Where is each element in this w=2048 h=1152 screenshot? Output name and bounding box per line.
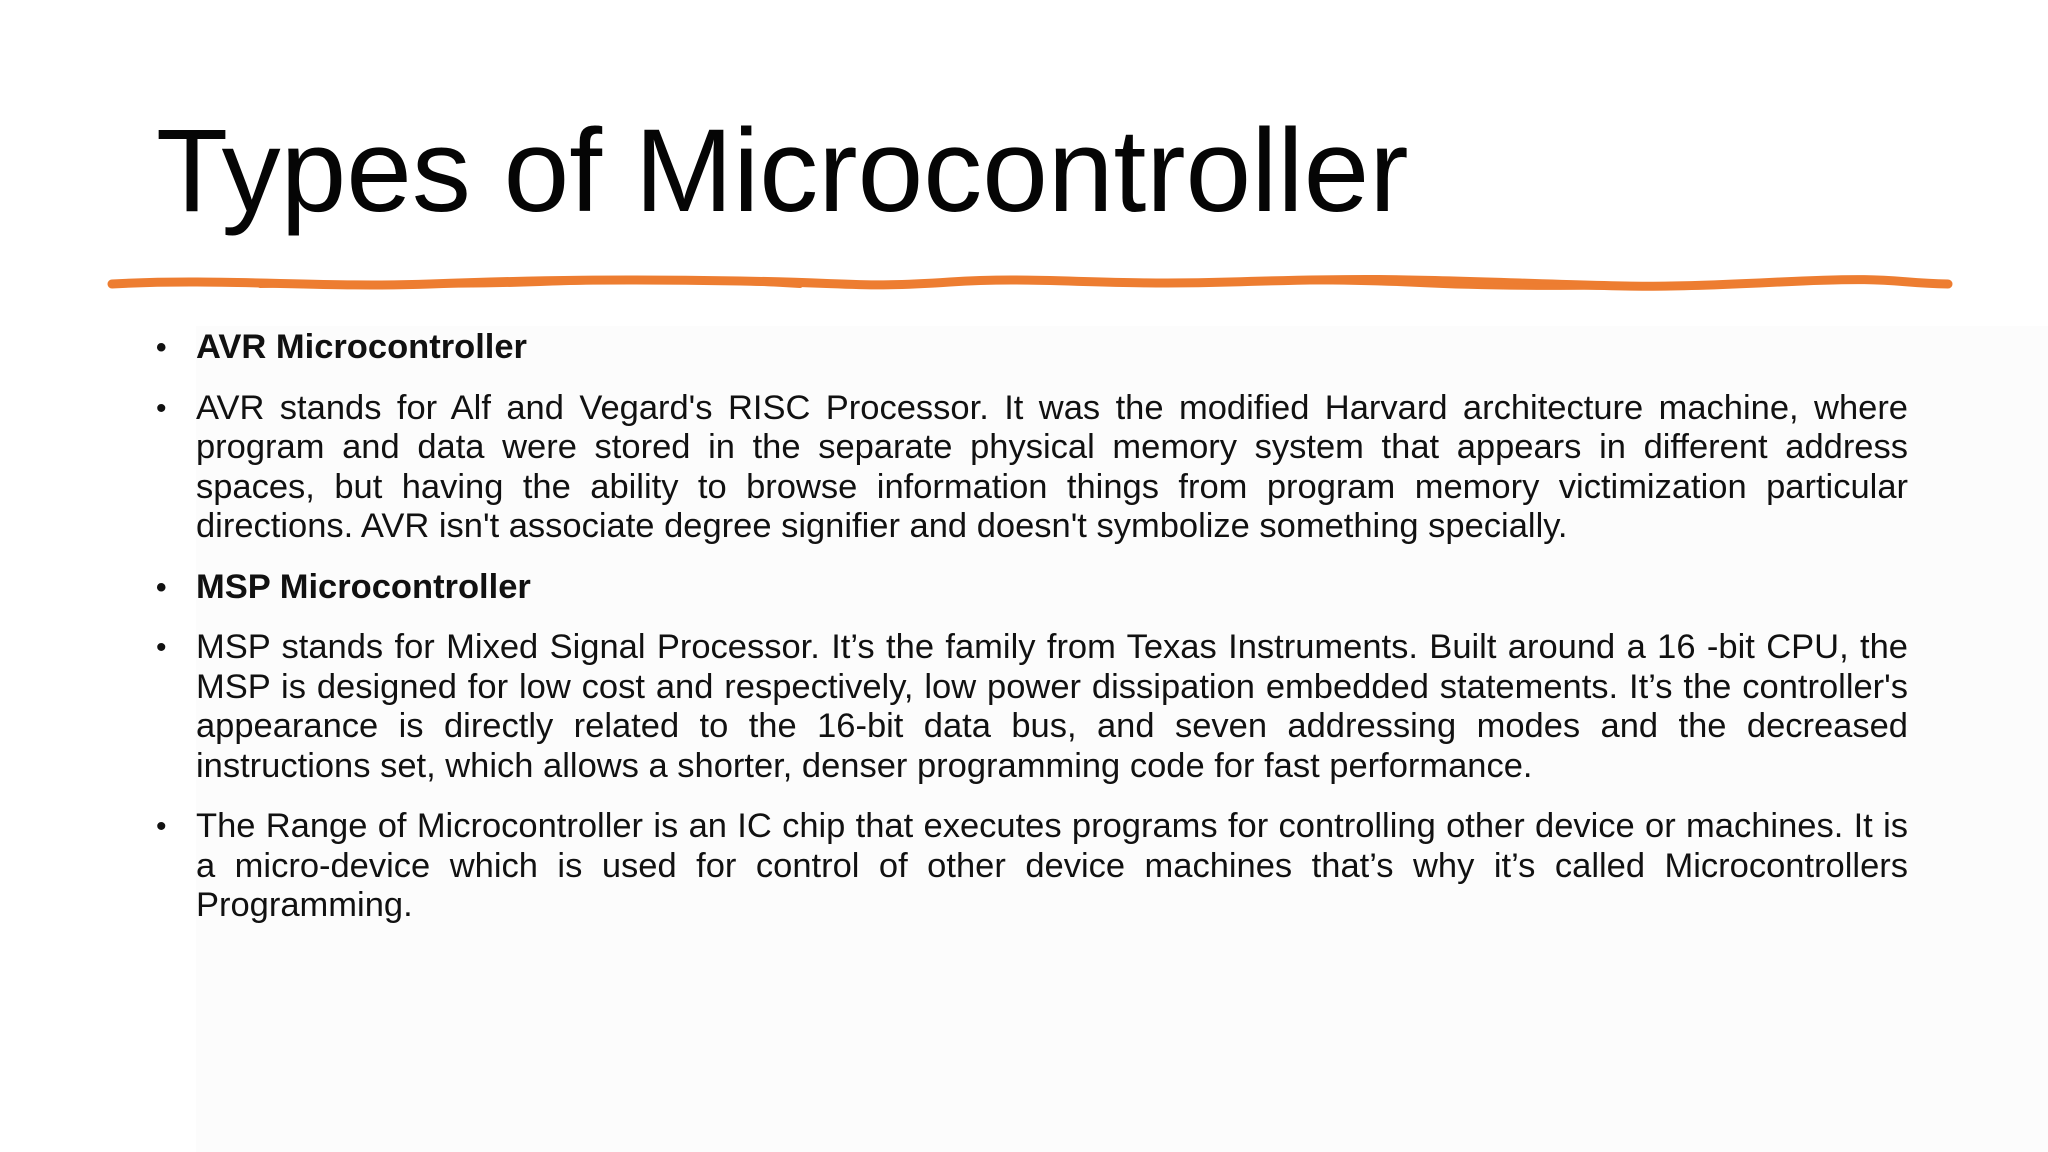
bullet-avr-heading — [156, 328, 1908, 368]
bullet-text: • MSP stands for Mixed Signal Processor. It’s the family from Texas Instruments. Built around a 16 -bit CPU, the MSP is designed for low cost and respectively, low power dissipation embedded statements. It’s the controller's appearance is directly related to the 16-bit data bus, and seven addressing modes and the decreased instructions set, which allows a shorter, denser programming code for fast performance. — [196, 628, 1908, 785]
bullet-msp-heading — [156, 568, 1908, 608]
bullet-text: • AVR stands for Alf and Vegard's RISC Processor. It was the modified Harvard architecture machine, where program and data were stored in the separate physical memory system that appears in different address spaces, but having the ability to browse information things from program memory victimization particular directions. AVR isn't associate degree signifier and doesn't symbolize something specially. — [196, 388, 1908, 545]
bullet-list — [156, 328, 1908, 947]
title-underline — [100, 268, 1960, 302]
bullet-range-description — [156, 807, 1908, 926]
bullet-text: • AVR Microcontroller — [196, 328, 527, 366]
slide-title: Types of Microcontroller — [156, 105, 1409, 237]
bullet-msp-description — [156, 628, 1908, 786]
bullet-text: • MSP Microcontroller — [196, 567, 531, 606]
bullet-text: • The Range of Microcontroller is an IC chip that executes programs for controlling other device or machines. It is a micro-device which is used for control of other device machines that’s why it’s called Microcontrollers Programming. — [196, 807, 1908, 924]
bullet-avr-description — [156, 389, 1908, 547]
